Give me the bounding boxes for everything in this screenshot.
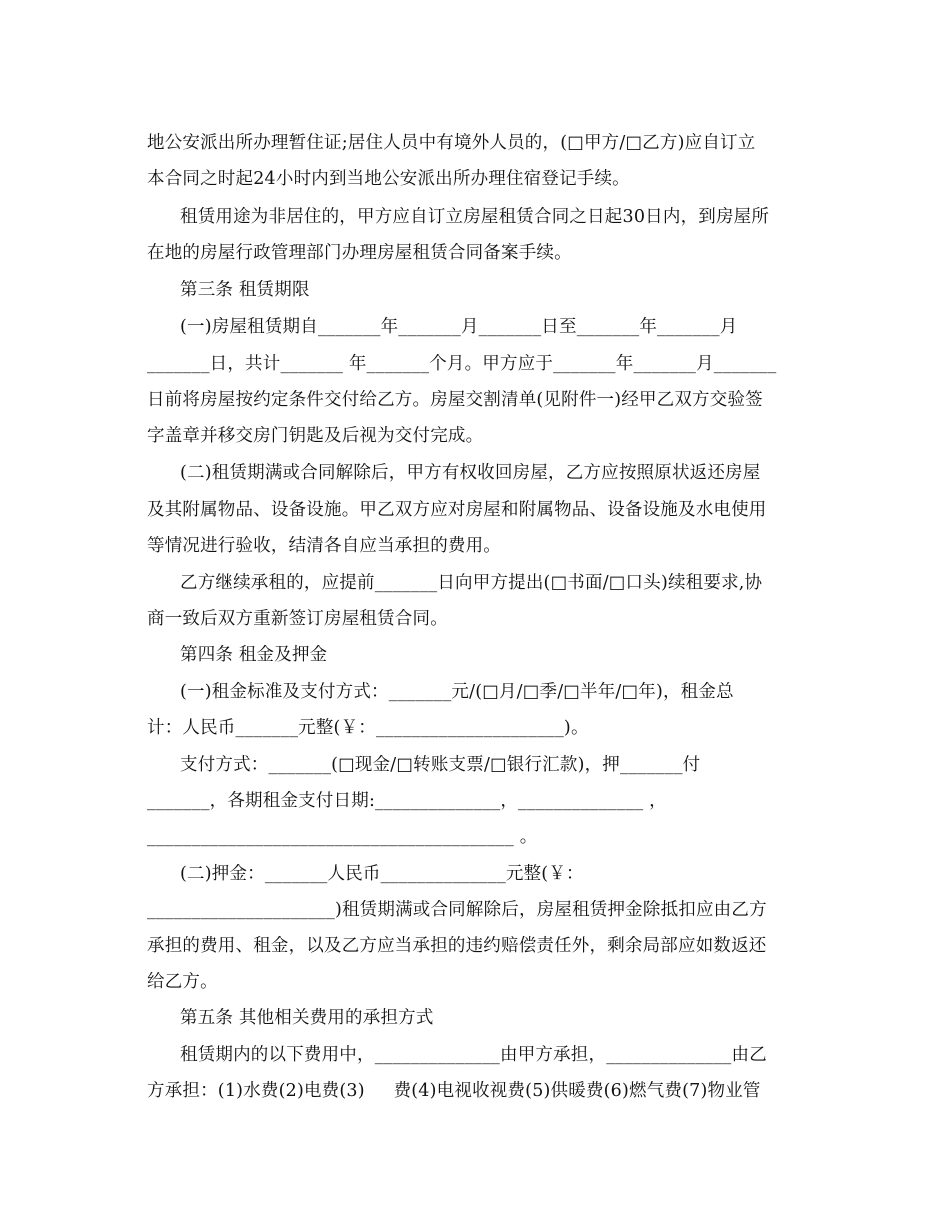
article-heading: 第三条 租赁期限 — [180, 280, 310, 300]
text-line: _____________________)租赁期满或合同解除后，房屋租赁押金除抵扣应由乙方 — [147, 900, 767, 920]
text-line: 及其附属物品、设备设施。甲乙双方应对房屋和附属物品、设备设施及水电使用 — [147, 500, 767, 520]
text-line: _________________________________________ 。 — [147, 827, 538, 847]
text-line: 字盖章并移交房门钥匙及后视为交付完成。 — [147, 426, 484, 446]
text-line: _______日，共计_______ 年_______个月。甲方应于_______年_______月_______ — [147, 354, 777, 374]
text-line: 给乙方。 — [147, 972, 218, 992]
text-line: 承担的费用、租金，以及乙方应当承担的违约赔偿责任外，剩余局部应如数返还 — [147, 936, 767, 956]
text-line: 在地的房屋行政管理部门办理房屋租赁合同备案手续。 — [147, 243, 572, 263]
text-line: 方承担：(1)水费(2)电费(3) 费(4)电视收视费(5)供暖费(6)燃气费(7)物业管 — [147, 1081, 761, 1101]
text-line: 地公安派出所办理暂住证;居住人员中有境外人员的，(□甲方/□乙方)应自订立 — [147, 133, 756, 153]
article-heading: 第五条 其他相关费用的承担方式 — [180, 1008, 434, 1028]
text-line: _______，各期租金支付日期:______________，______________ ， — [147, 791, 667, 811]
text-line: 日前将房屋按约定条件交付给乙方。房屋交割清单(见附件一)经甲乙双方交验签 — [147, 390, 763, 410]
article-heading: 第四条 租金及押金 — [180, 645, 328, 665]
text-line: 租赁用途为非居住的，甲方应自订立房屋租赁合同之日起30日内，到房屋所 — [180, 207, 770, 227]
text-line: 乙方继续承租的，应提前_______日向甲方提出(□书面/□口头)续租要求,协 — [180, 573, 763, 593]
text-line: 等情况进行验收，结清各自应当承担的费用。 — [147, 536, 501, 556]
text-line: (一)房屋租赁期自_______年_______月_______日至_______年_______月 — [180, 317, 738, 337]
text-line: 商一致后双方重新签订房屋租赁合同。 — [147, 609, 448, 629]
text-line: 计：人民币_______元整(￥：_____________________)。 — [147, 718, 589, 738]
text-line: (二)押金：_______人民币______________元整(￥： — [180, 864, 584, 884]
text-line: 本合同之时起24小时内到当地公安派出所办理住宿登记手续。 — [147, 169, 630, 189]
text-line: (二)租赁期满或合同解除后，甲方有权收回房屋，乙方应按照原状返还房屋 — [180, 463, 761, 483]
text-line: 租赁期内的以下费用中，______________由甲方承担，______________由乙 — [180, 1045, 767, 1065]
text-line: 支付方式：_______(□现金/□转账支票/□银行汇款)，押_______付 — [180, 755, 701, 775]
text-line: (一)租金标准及支付方式：_______元/(□月/□季/□半年/□年)，租金总 — [180, 682, 734, 702]
